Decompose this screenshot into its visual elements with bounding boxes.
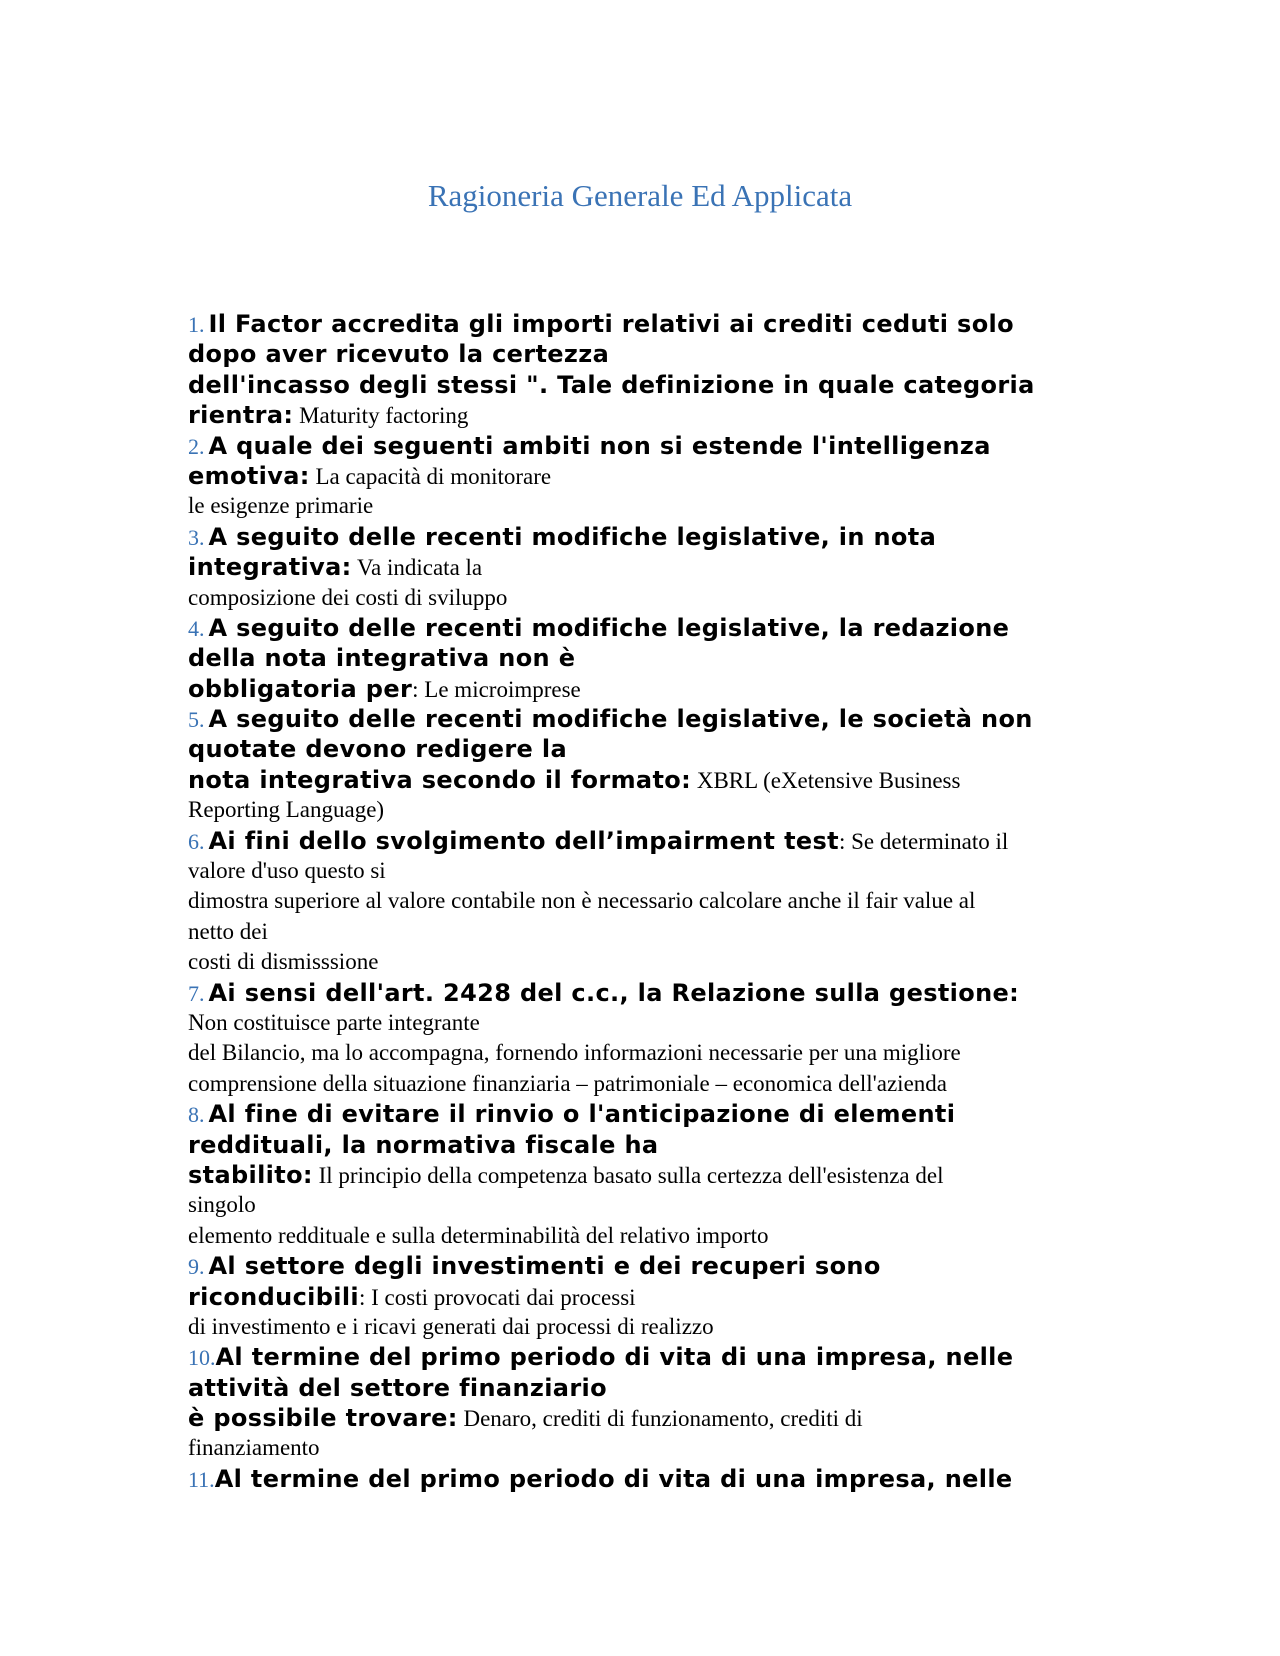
answer-text: finanziamento — [188, 1435, 320, 1461]
question-text: integrativa: — [188, 553, 352, 582]
question-text: A seguito delle recenti modifiche legislative, in nota — [208, 522, 937, 551]
item-line — [188, 309, 1088, 339]
question-text: attività del settore finanziario — [188, 1373, 607, 1402]
answer-text: XBRL (eXetensive Business — [691, 767, 961, 793]
answer-text: del Bilancio, ma lo accompagna, fornendo informazioni necessarie per una migliore — [188, 1040, 961, 1066]
list-item — [188, 522, 1088, 613]
list-item — [188, 1342, 1088, 1464]
answer-text: le esigenze primarie — [188, 493, 374, 519]
item-number: 11. — [188, 1466, 215, 1492]
answer-text: costi di dismisssione — [188, 949, 379, 975]
item-line — [188, 734, 1088, 764]
answer-text: composizione dei costi di sviluppo — [188, 584, 508, 610]
item-line — [188, 1160, 1088, 1190]
item-line — [188, 522, 1088, 552]
item-line — [188, 704, 1088, 734]
item-number: 1. — [188, 312, 205, 337]
answer-text: Non costituisce parte integrante — [188, 1009, 480, 1035]
question-text: Ai sensi dell'art. 2428 del c.c., la Relazione sulla gestione: — [208, 978, 1020, 1007]
item-number: 2. — [188, 433, 205, 459]
item-line — [188, 1342, 1088, 1372]
item-line — [188, 1069, 1088, 1099]
answer-text: valore d'uso questo si — [188, 858, 386, 884]
answer-text: Va indicata la — [351, 555, 483, 581]
item-line — [188, 1099, 1088, 1129]
item-line — [188, 613, 1088, 643]
item-line — [188, 917, 1088, 947]
item-line — [188, 856, 1088, 886]
list-item — [188, 1099, 1088, 1251]
list-item — [188, 1464, 1088, 1494]
item-line — [188, 765, 1088, 795]
item-line — [188, 400, 1088, 430]
document-title: Ragioneria Generale Ed Applicata — [427, 178, 853, 213]
question-text: Al termine del primo periodo di vita di una impresa, nelle — [214, 1464, 1013, 1493]
list-item — [188, 704, 1088, 826]
list-item — [188, 309, 1088, 431]
item-line — [188, 1008, 1088, 1038]
answer-text: di investimento e i ricavi generati dai processi di realizzo — [188, 1313, 714, 1339]
list-item — [188, 826, 1088, 978]
list-item — [188, 613, 1088, 704]
answer-text: : Le microimprese — [412, 676, 581, 702]
answer-text: netto dei — [188, 918, 268, 944]
question-text: della nota integrativa non è — [188, 644, 576, 673]
question-text: Al fine di evitare il rinvio o l'anticipazione di elementi — [208, 1100, 956, 1129]
item-line — [188, 826, 1088, 856]
question-text: obbligatoria per — [188, 674, 413, 703]
question-text: A seguito delle recenti modifiche legislative, le società non — [208, 705, 1033, 734]
answer-text: Il principio della competenza basato sulla certezza dell'esistenza del — [312, 1162, 944, 1188]
question-text: Ai fini dello svolgimento dell’impairment test — [208, 826, 839, 855]
question-list — [188, 309, 1088, 1494]
answer-text: elemento reddituale e sulla determinabilità del relativo importo — [188, 1222, 769, 1248]
item-line — [188, 1403, 1088, 1433]
item-line — [188, 1433, 1088, 1463]
item-line — [188, 461, 1088, 491]
question-text: quotate devono redigere la — [188, 735, 568, 764]
answer-text: Maturity factoring — [293, 403, 469, 429]
item-line — [188, 1221, 1088, 1251]
item-line — [188, 339, 1088, 369]
item-line — [188, 491, 1088, 521]
item-line — [188, 1130, 1088, 1160]
question-text: nota integrativa secondo il formato: — [188, 765, 692, 794]
item-line — [188, 1190, 1088, 1220]
question-text: Al termine del primo periodo di vita di una impresa, nelle — [215, 1343, 1014, 1372]
item-line — [188, 431, 1088, 461]
question-text: stabilito: — [188, 1160, 313, 1189]
question-text: emotiva: — [188, 461, 310, 490]
item-number: 8. — [188, 1102, 205, 1128]
item-number: 4. — [188, 615, 205, 641]
question-text: reddituali, la normativa fiscale ha — [188, 1130, 659, 1159]
item-line — [188, 795, 1088, 825]
item-line — [188, 370, 1088, 400]
answer-text: : I costi provocati dai processi — [359, 1284, 636, 1310]
item-number: 9. — [188, 1254, 205, 1280]
item-line — [188, 643, 1088, 673]
question-text: Il Factor accredita gli importi relativi ai crediti ceduti solo — [208, 310, 1014, 338]
answer-text: Reporting Language) — [188, 797, 385, 823]
item-line — [188, 1312, 1088, 1342]
item-line — [188, 1373, 1088, 1403]
item-number: 3. — [188, 524, 205, 550]
item-line — [188, 978, 1088, 1008]
item-number: 10. — [188, 1345, 216, 1371]
list-item — [188, 1251, 1088, 1342]
question-text: dopo aver ricevuto la certezza — [188, 340, 610, 369]
item-line — [188, 552, 1088, 582]
answer-text: singolo — [188, 1192, 256, 1218]
list-item — [188, 978, 1088, 1100]
item-line — [188, 674, 1088, 704]
list-item — [188, 431, 1088, 522]
question-text: dell'incasso degli stessi ". Tale definizione in quale categoria — [188, 370, 1035, 399]
question-text: è possibile trovare: — [188, 1404, 458, 1433]
item-number: 6. — [188, 828, 205, 854]
question-text: riconducibili — [188, 1282, 359, 1311]
answer-text: : Se determinato il — [839, 828, 1009, 854]
item-line — [188, 1251, 1088, 1281]
answer-text: La capacità di monitorare — [309, 463, 552, 489]
question-text: A quale dei seguenti ambiti non si estende l'intelligenza — [208, 431, 991, 460]
question-text: rientra: — [188, 401, 294, 430]
item-line — [188, 1038, 1088, 1068]
answer-text: comprensione della situazione finanziaria – patrimoniale – economica dell'azienda — [188, 1070, 947, 1096]
answer-text: dimostra superiore al valore contabile non è necessario calcolare anche il fair value al — [188, 888, 976, 914]
item-number: 7. — [188, 980, 205, 1006]
question-text: Al settore degli investimenti e dei recuperi sono — [208, 1252, 881, 1281]
item-line — [188, 1464, 1088, 1494]
item-line — [188, 583, 1088, 613]
item-line — [188, 1282, 1088, 1312]
question-text: A seguito delle recenti modifiche legislative, la redazione — [208, 613, 1010, 642]
item-line — [188, 886, 1088, 916]
answer-text: Denaro, crediti di funzionamento, crediti di — [457, 1406, 863, 1432]
item-number: 5. — [188, 707, 205, 733]
item-line — [188, 947, 1088, 977]
